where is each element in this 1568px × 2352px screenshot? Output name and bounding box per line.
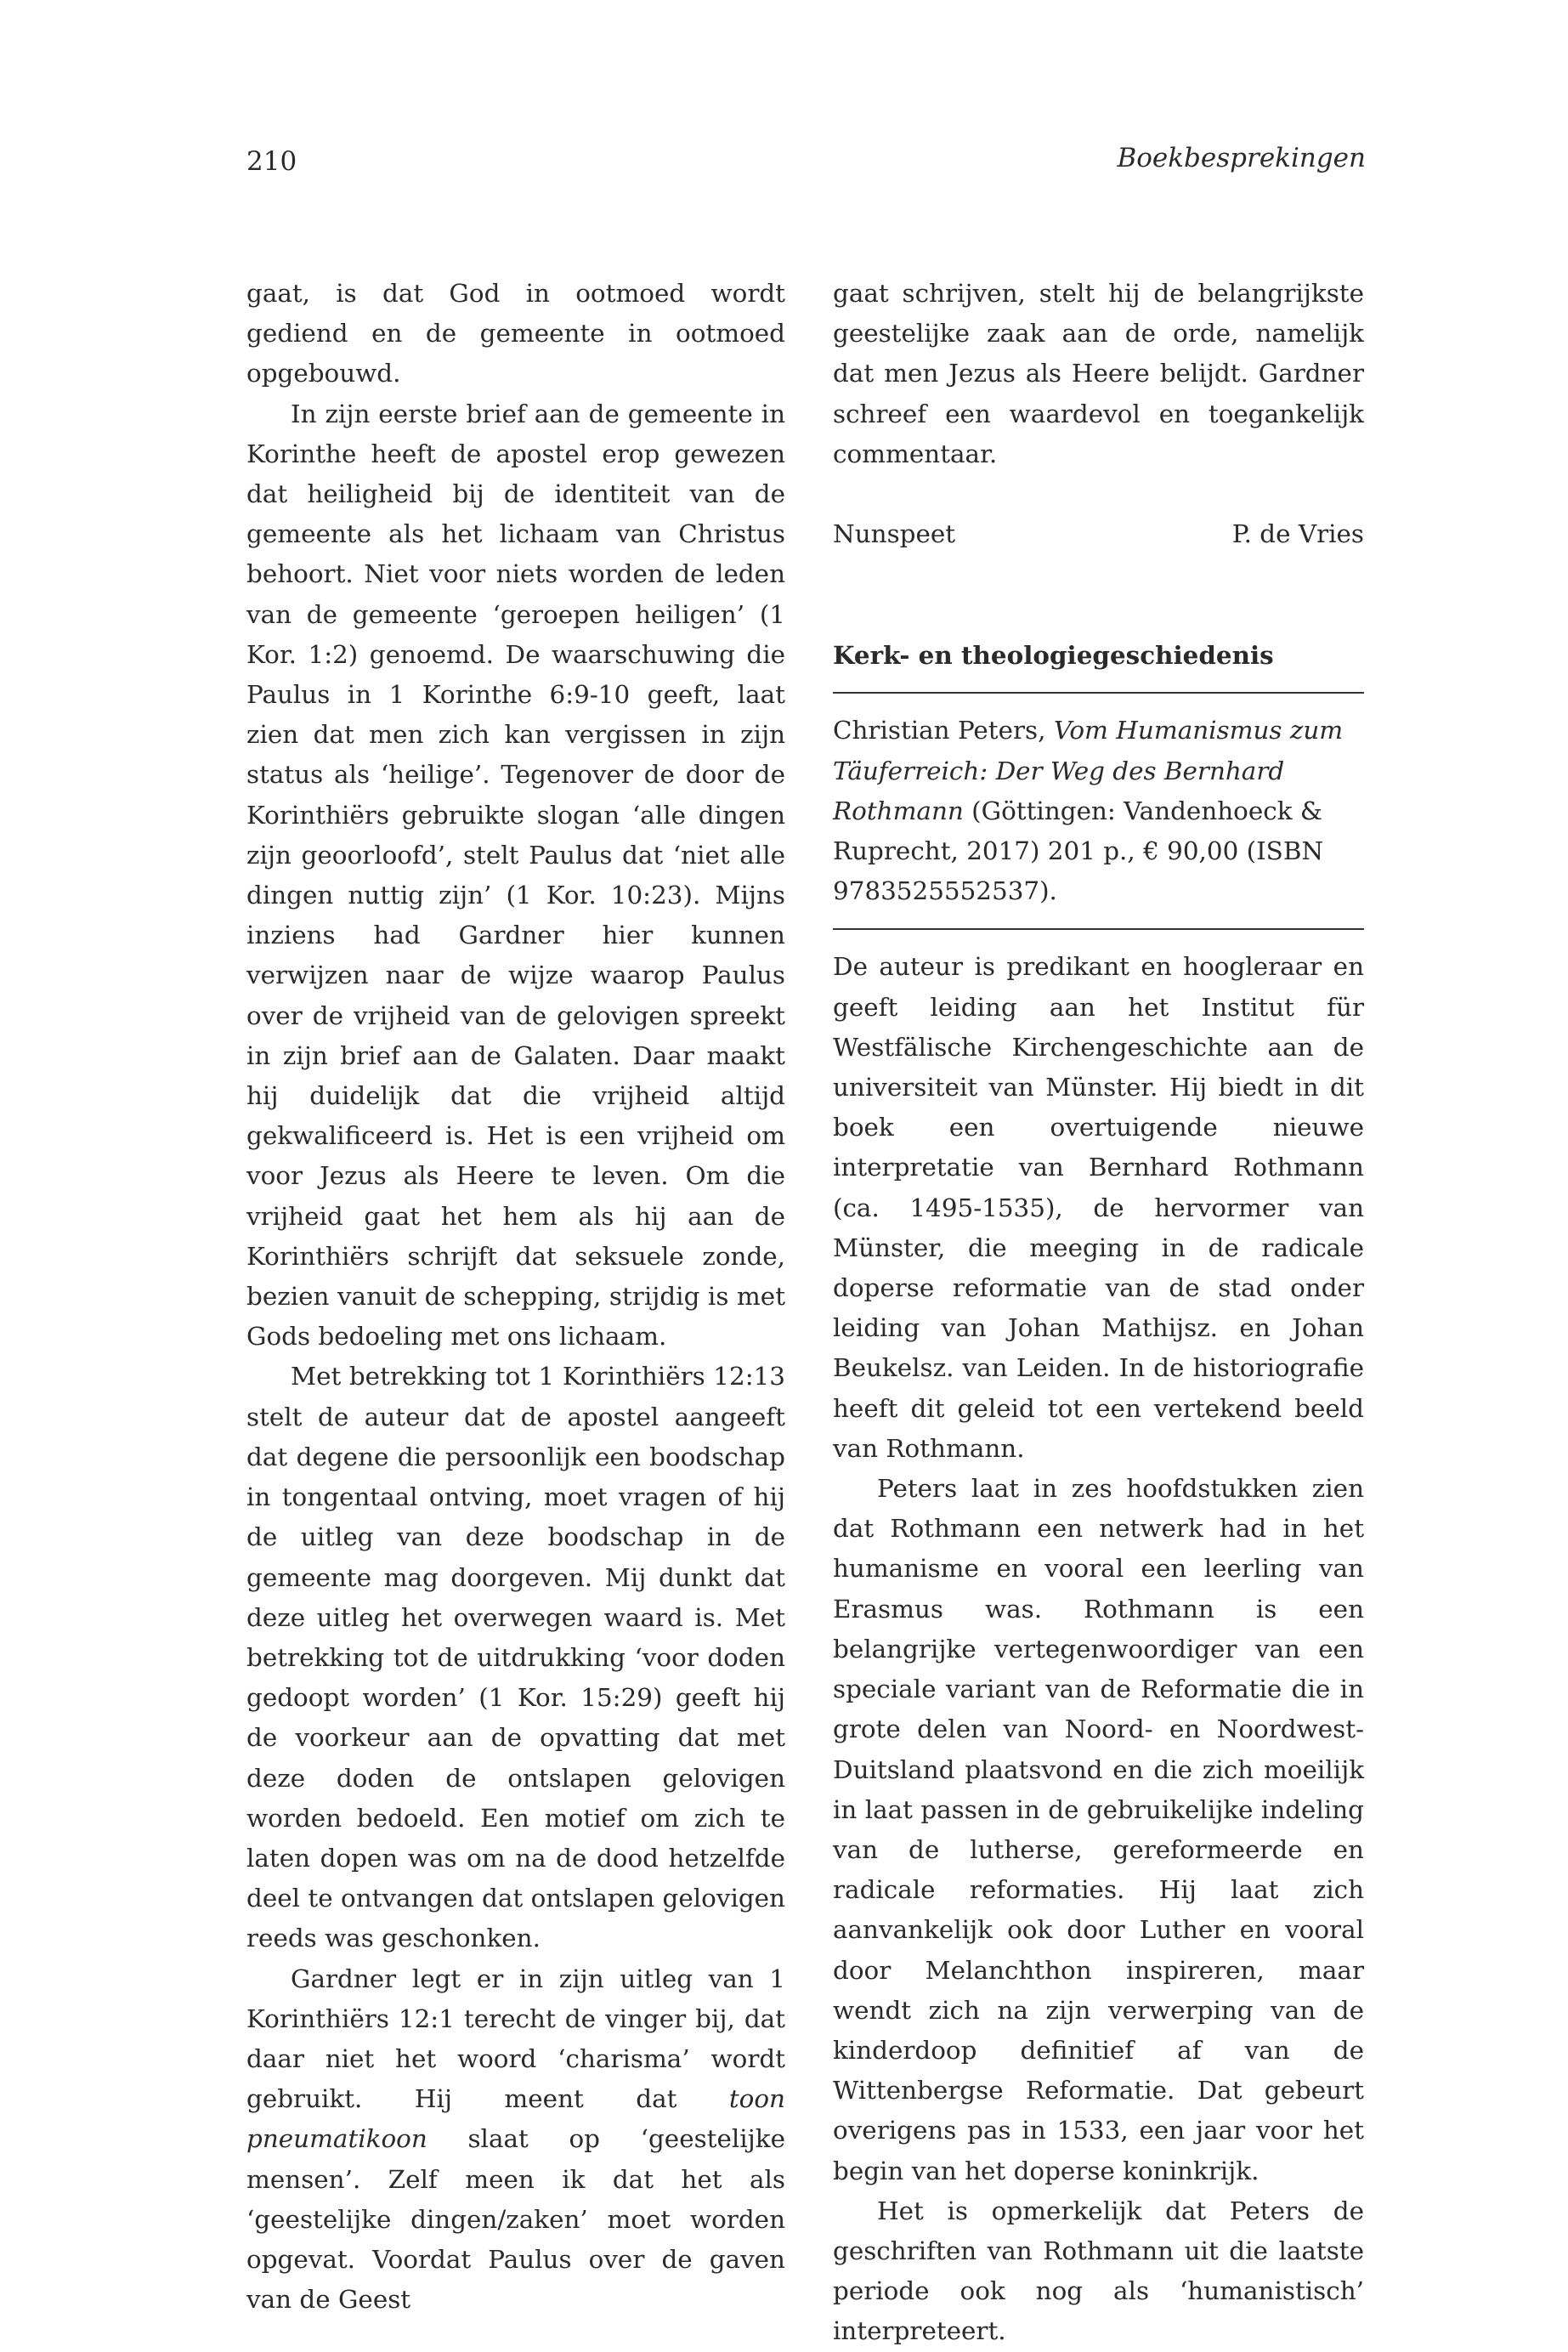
- signature: [833, 514, 1364, 554]
- signature-place: Nunspeet: [833, 519, 956, 549]
- page-number: 210: [246, 146, 297, 177]
- paragraph: gaat schrijven, stelt hij de belangrijkste geestelijke zaak aan de orde, namelijk dat men Jezus als Heere belijdt. Gardner schreef een waardevol en toegankelijk commentaar.: [833, 279, 1364, 468]
- paragraph: Het is opmerkelijk dat Peters de geschriften van Rothmann uit die laatste periode ook nog als ‘humanistisch’ interpreteert.: [833, 2196, 1364, 2346]
- text-run: slaat op ‘geestelijke mensen’. Zelf meen ik dat het als ‘geestelijke dingen/zaken’ moet worden opgevat. Voordat Paulus over de gaven van de Geest: [246, 2124, 785, 2315]
- paragraph: gaat, is dat God in ootmoed wordt gediend en de gemeente in ootmoed opgebouwd.: [246, 279, 785, 388]
- paragraph: Peters laat in zes hoofdstukken zien dat Rothmann een netwerk had in het humanisme en vooral een leerling van Erasmus was. Rothmann is een belangrijke vertegenwoordiger van een speciale variant van de Reformatie die in grote delen van Noord- en Noordwest-Duitsland plaatsvond en die zich moeilijk in laat passen in de gebruikelijke indeling van de lutherse, gereformeerde en radicale reformaties. Hij laat zich aanvankelijk ook door Luther en vooral door Melanchthon inspireren, maar wendt zich na zijn verwerping van de kinderdoop definitief af van de Wittenbergse Reformatie. Dat gebeurt overigens pas in 1533, een jaar voor het begin van het doperse koninkrijk.: [833, 1474, 1364, 2185]
- signature-name: P. de Vries: [1231, 519, 1364, 549]
- left-column: [246, 274, 785, 2320]
- paragraph: In zijn eerste brief aan de gemeente in Korinthe heeft de apostel erop gewezen dat heiligheid bij de identiteit van de gemeente als het lichaam van Christus behoort. Niet voor niets worden de leden van de gemeente ‘geroepen heiligen’ (1 Kor. 1:2) genoemd. De waarschuwing die Paulus in 1 Korinthe 6:9-10 geeft, laat zien dat men zich kan vergissen in zijn status als ‘heilige’. Tegenover de door de Korinthiërs gebruikte slogan ‘alle dingen zijn geoorloofd’, stelt Paulus dat ‘niet alle dingen nuttig zijn’ (1 Kor. 10:23). Mijns inziens had Gardner hier kunnen verwijzen naar de wijze waarop Paulus over de vrijheid van de gelovigen spreekt in zijn brief aan de Galaten. Daar maakt hij duidelijk dat die vrijheid altijd gekwalificeerd is. Het is een vrijheid om voor Jezus als Heere te leven. Om die vrijheid gaat het hem als hij aan de Korinthiërs schrijft dat seksuele zonde, bezien vanuit de schepping, strijdig is met Gods bedoeling met ons lichaam.: [246, 399, 785, 1352]
- paragraph: De auteur is predikant en hoogleraar en geeft leiding aan het Institut für Westfälische Kirchengeschichte aan de universiteit van Münster. Hij biedt in dit boek een overtuigende nieuwe interpretatie van Bernhard Rothmann (ca. 1495-1535), de hervormer van Münster, die meeging in de radicale doperse reformatie van de stad onder leiding van Johan Mathijsz. en Johan Beukelsz. van Leiden. In de historiografie heeft dit geleid tot een vertekend beeld van Rothmann.: [833, 952, 1364, 1463]
- paragraph: [246, 1959, 785, 2321]
- book-details: (Göttingen: Vandenhoeck & Ruprecht, 2017) 201 p., € 90,00 (ISBN 9783525552537).: [833, 796, 1324, 906]
- paragraph: Met betrekking tot 1 Korinthiërs 12:13 stelt de auteur dat de apostel aangeeft dat degene die persoonlijk een boodschap in tongentaal ontving, moet vragen of hij de uitleg van deze boodschap in de gemeente mag doorgeven. Mij dunkt dat deze uitleg het overwegen waard is. Met betrekking tot de uitdrukking ‘voor doden gedoopt worden’ (1 Kor. 15:29) geeft hij de voorkeur aan de opvatting dat met deze doden de ontslapen gelovigen worden bedoeld. Een motief om zich te laten dopen was om na de dood hetzelfde deel te ontvangen dat ontslapen gelovigen reeds was geschonken.: [246, 1362, 785, 1953]
- book-title: Vom Humanismus zum Täuferreich: Der Weg des Bernhard Rothmann: [833, 716, 1344, 825]
- text-run: Gardner legt er in zijn uitleg van 1 Korinthiërs 12:1 terecht de vinger bij, dat daar niet het woord ‘charisma’ wordt gebruikt. Hij meent dat: [246, 1964, 785, 2114]
- section-heading: Kerk- en theologiegeschiedenis: [833, 635, 1364, 694]
- right-column: [833, 274, 1364, 2352]
- running-head: Boekbesprekingen: [1117, 143, 1366, 173]
- greek-term: toon pneumatikoon: [246, 2084, 785, 2154]
- book-author: Christian Peters,: [833, 716, 1054, 745]
- book-citation: [833, 694, 1364, 930]
